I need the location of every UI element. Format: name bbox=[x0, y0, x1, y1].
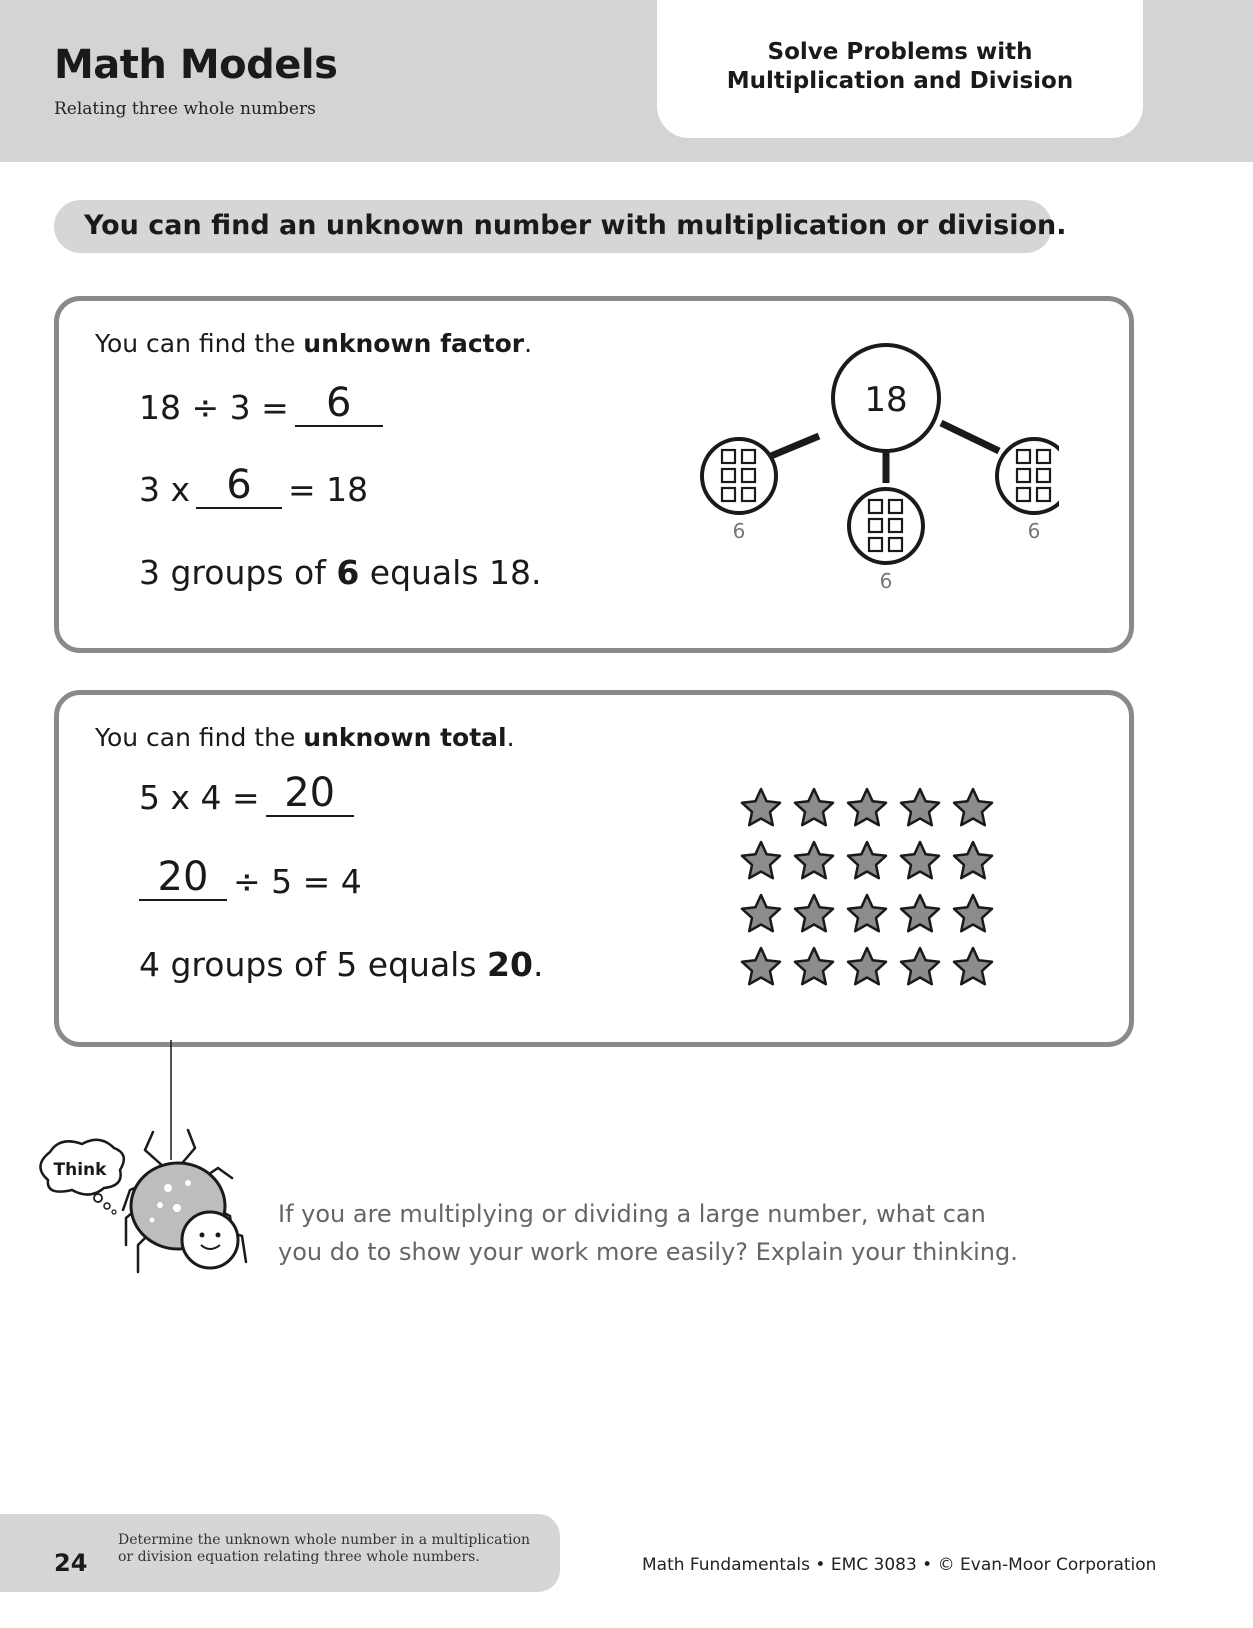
page-number: 24 bbox=[54, 1549, 88, 1577]
group-square bbox=[1017, 488, 1030, 501]
equation-left: 18 ÷ 3 = bbox=[139, 388, 289, 427]
group-label: 6 bbox=[732, 519, 746, 543]
groups-sentence bbox=[139, 553, 542, 592]
spider-spot bbox=[150, 1218, 155, 1223]
group-square bbox=[869, 538, 882, 551]
star-icon bbox=[901, 842, 939, 878]
lead-end: . bbox=[506, 723, 515, 752]
spider-eye bbox=[216, 1233, 221, 1238]
equation-left: 3 x bbox=[139, 470, 191, 509]
lead-bold: unknown factor bbox=[303, 329, 525, 358]
page-subtitle: Relating three whole numbers bbox=[54, 99, 316, 119]
bond-line bbox=[941, 423, 999, 451]
division-equation bbox=[139, 855, 362, 901]
star-icon bbox=[954, 948, 992, 984]
lead-text: You can find the bbox=[95, 329, 304, 358]
unknown-total-lead bbox=[95, 723, 515, 752]
star-icon bbox=[742, 789, 780, 825]
sentence-text: 3 groups of bbox=[139, 553, 337, 592]
equation-right: ÷ 5 = 4 bbox=[233, 862, 362, 901]
multiplication-equation bbox=[139, 771, 360, 817]
group-square bbox=[722, 488, 735, 501]
star-icon bbox=[795, 842, 833, 878]
lead-end: . bbox=[524, 329, 533, 358]
sentence-end: . bbox=[532, 945, 544, 984]
think-question bbox=[278, 1195, 1038, 1271]
group-circle bbox=[702, 439, 776, 513]
page-title: Math Models bbox=[54, 42, 338, 88]
group-square bbox=[1037, 450, 1050, 463]
number-bond-diagram bbox=[699, 341, 1059, 611]
group-square bbox=[1017, 450, 1030, 463]
group-square bbox=[1037, 469, 1050, 482]
group-square bbox=[869, 519, 882, 532]
groups-sentence bbox=[139, 945, 543, 984]
topic-line-2: Multiplication and Division bbox=[726, 68, 1074, 94]
spider-spot bbox=[164, 1184, 172, 1192]
star-icon bbox=[795, 789, 833, 825]
star-icon bbox=[848, 895, 886, 931]
group-square bbox=[869, 500, 882, 513]
star-icon bbox=[742, 842, 780, 878]
multiplication-equation bbox=[139, 463, 368, 509]
star-icon bbox=[901, 895, 939, 931]
group-square bbox=[742, 488, 755, 501]
group-square bbox=[1037, 488, 1050, 501]
equation-left: 5 x 4 = bbox=[139, 778, 260, 817]
topic-line-1: Solve Problems with bbox=[767, 39, 1033, 65]
sentence-end: equals 18. bbox=[359, 553, 542, 592]
star-icon bbox=[954, 895, 992, 931]
star-icon bbox=[901, 789, 939, 825]
answer-blank: 20 bbox=[139, 855, 227, 901]
division-equation bbox=[139, 381, 389, 427]
publisher-credit: Math Fundamentals • EMC 3083 • © Evan-Moor Corporation bbox=[642, 1555, 1157, 1575]
star-icon bbox=[954, 842, 992, 878]
group-square bbox=[889, 500, 902, 513]
spider-spot bbox=[173, 1204, 181, 1212]
banner-text: You can find an unknown number with multiplication or division. bbox=[84, 210, 1067, 241]
spider-spot bbox=[185, 1180, 191, 1186]
think-spider-illustration bbox=[20, 1040, 270, 1310]
star-icon bbox=[901, 948, 939, 984]
spider-eye bbox=[200, 1233, 205, 1238]
answer-blank: 6 bbox=[196, 463, 282, 509]
group-square bbox=[1017, 469, 1030, 482]
bubble-dot bbox=[104, 1203, 110, 1209]
unknown-total-box bbox=[54, 690, 1134, 1047]
bubble-dot bbox=[94, 1194, 102, 1202]
sentence-text: 4 groups of 5 equals bbox=[139, 945, 488, 984]
unknown-factor-box bbox=[54, 296, 1134, 653]
sentence-bold: 20 bbox=[487, 945, 533, 984]
sentence-bold: 6 bbox=[336, 553, 360, 592]
group-label: 6 bbox=[879, 569, 893, 593]
star-icon bbox=[954, 789, 992, 825]
total-label: 18 bbox=[864, 380, 908, 420]
star-icon bbox=[795, 948, 833, 984]
group-circles bbox=[702, 439, 1059, 593]
group-square bbox=[742, 450, 755, 463]
standard-line-2: or division equation relating three whole numbers. bbox=[118, 1549, 480, 1565]
lead-text: You can find the bbox=[95, 723, 304, 752]
topic-title bbox=[657, 38, 1143, 96]
star-array bbox=[739, 785, 1009, 1005]
star-icon bbox=[795, 895, 833, 931]
standard-line-1: Determine the unknown whole number in a multiplication bbox=[118, 1532, 531, 1548]
answer-blank: 20 bbox=[266, 771, 354, 817]
think-label: Think bbox=[53, 1160, 107, 1180]
group-square bbox=[742, 469, 755, 482]
star-icon bbox=[848, 842, 886, 878]
topic-tab bbox=[657, 0, 1143, 138]
star-icon bbox=[848, 789, 886, 825]
bubble-dot bbox=[112, 1210, 116, 1214]
answer-blank: 6 bbox=[295, 381, 383, 427]
group-circle bbox=[849, 489, 923, 563]
group-label: 6 bbox=[1027, 519, 1041, 543]
equation-right: = 18 bbox=[288, 470, 369, 509]
spider-spot bbox=[157, 1202, 163, 1208]
think-question-line-1: If you are multiplying or dividing a large number, what can bbox=[278, 1200, 986, 1228]
group-square bbox=[722, 450, 735, 463]
star-icon bbox=[848, 948, 886, 984]
star-icon bbox=[742, 895, 780, 931]
spider-head bbox=[182, 1212, 238, 1268]
group-square bbox=[889, 519, 902, 532]
lead-bold: unknown total bbox=[303, 723, 507, 752]
group-square bbox=[889, 538, 902, 551]
star-icon bbox=[742, 948, 780, 984]
group-square bbox=[722, 469, 735, 482]
think-question-line-2: you do to show your work more easily? Explain your thinking. bbox=[278, 1238, 1018, 1266]
unknown-factor-lead bbox=[95, 329, 532, 358]
standard-text bbox=[118, 1532, 538, 1566]
intro-banner bbox=[54, 200, 1067, 253]
